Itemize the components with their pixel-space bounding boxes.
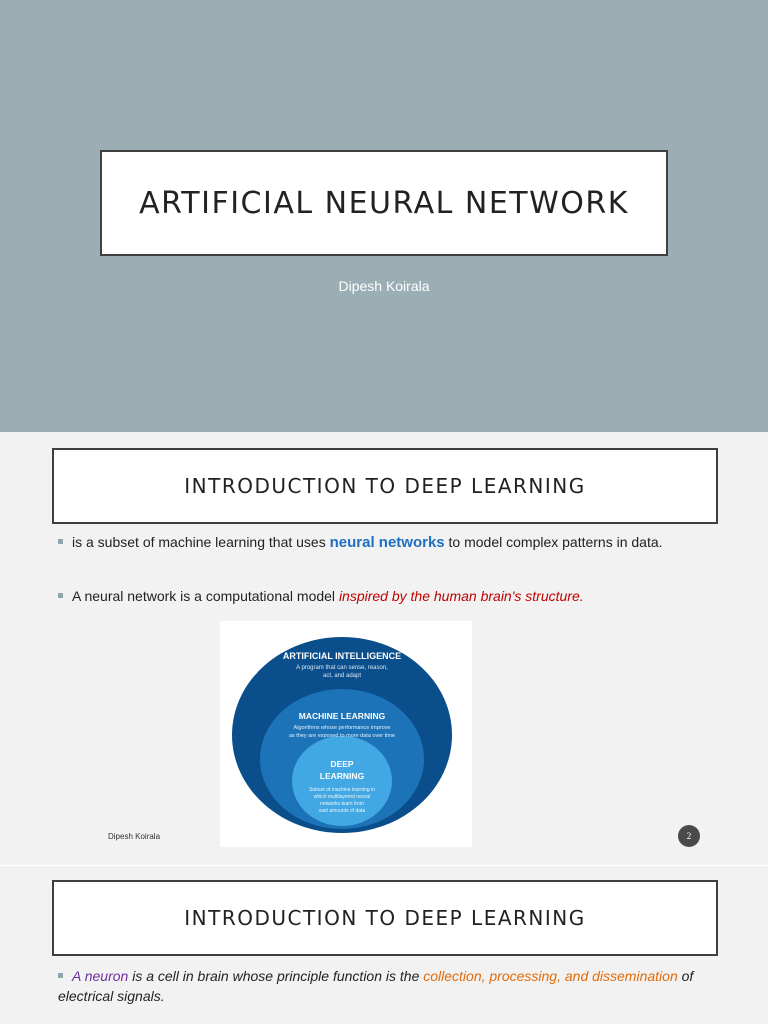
ml-desc-line-1: Algorithms whose performance improve <box>293 725 391 731</box>
ml-title: MACHINE LEARNING <box>298 711 386 721</box>
dl-desc-line-2: which multilayered neural <box>313 794 371 800</box>
slide-2 <box>0 432 768 865</box>
bullet-text: A neural network is a computational model <box>72 588 339 604</box>
highlight-brain-structure: inspired by the human brain's structure. <box>338 588 584 604</box>
dl-desc-line-1: Subset of machine learning in <box>309 787 375 793</box>
bullet-marker <box>58 593 63 598</box>
dl-title-line-1: DEEP <box>330 759 354 769</box>
bullet-subset <box>58 532 708 553</box>
bullet-neuron <box>58 966 708 1006</box>
slide-2-header: INTRODUCTION TO DEEP LEARNING <box>184 474 586 498</box>
ai-desc-line-1: A program that can sense, reason, <box>296 665 388 671</box>
highlight-neural-networks: neural networks <box>329 534 445 551</box>
bullet-text-end: to model complex patterns in data. <box>444 534 663 550</box>
slide-3-header-box <box>52 880 718 956</box>
bullet-text: is a subset of machine learning that uses <box>72 534 330 550</box>
ai-title: ARTIFICIAL INTELLIGENCE <box>282 651 402 661</box>
bullet-marker <box>58 973 63 978</box>
slide-2-header-box <box>52 448 718 524</box>
page-number-badge: 2 <box>678 825 700 847</box>
highlight-collection: collection, processing, and dissemination <box>423 968 678 984</box>
slide-3 <box>0 865 768 1024</box>
slide-title: ARTIFICIAL NEURAL NETWORK <box>139 185 629 221</box>
footer-author: Dipesh Koirala <box>108 832 161 841</box>
ml-desc-line-2: as they are exposed to more data over time <box>288 733 396 739</box>
bullet-text-end: of electrical signals. <box>58 968 694 1004</box>
bullet-neural-network <box>58 586 708 606</box>
title-box <box>100 150 668 256</box>
author-subtitle: Dipesh Koirala <box>338 278 430 294</box>
bullet-marker <box>58 539 63 544</box>
ai-desc-line-2: act, and adapt <box>322 673 362 679</box>
dl-desc-line-3: networks learn from <box>320 801 364 807</box>
title-slide <box>0 0 768 432</box>
bullet-text: is a cell in brain whose principle function is the <box>128 968 424 984</box>
dl-title-line-2: LEARNING <box>319 771 365 781</box>
dl-desc-line-4: vast amounts of data <box>318 808 366 814</box>
highlight-a-neuron: A neuron <box>72 968 129 984</box>
slide-divider <box>0 865 768 866</box>
slide-3-header: INTRODUCTION TO DEEP LEARNING <box>184 906 586 930</box>
ai-ml-dl-diagram <box>220 621 472 847</box>
